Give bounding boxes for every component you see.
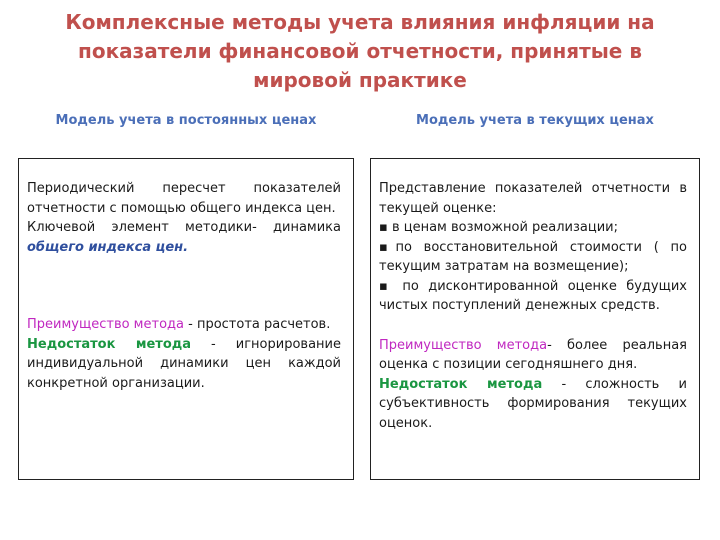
left-description: Периодический пересчет показателей отчетности с помощью общего индекса цен. — [27, 181, 341, 216]
left-advantage — [27, 315, 341, 335]
right-disadvantage-label: Недостаток метода — [379, 376, 543, 392]
left-disadvantage — [27, 335, 341, 394]
left-key-prefix: Ключевой элемент методики- динамика — [27, 220, 341, 235]
left-advantage-text: - простота расчетов. — [183, 317, 331, 332]
right-column-header: Модель учета в текущих ценах — [416, 113, 654, 128]
left-disadvantage-text: - игнорирование индивидуальной динамики цен каждой конкретной организации. — [27, 336, 341, 391]
right-bullet: ▪по восстановительной стоимости ( по текущим затратам на возмещение); — [379, 239, 687, 274]
right-disadvantage-text: - сложность и субъективность формирования текущих оценок. — [379, 376, 687, 431]
left-box-constant-prices — [18, 158, 354, 480]
right-intro: Представление показателей отчетности в текущей оценке: — [379, 181, 687, 216]
left-disadvantage-label: Недостаток метода — [27, 336, 192, 352]
right-box-current-prices — [370, 158, 700, 480]
slide-title: Комплексные методы учета влияния инфляции на показатели финансовой отчетности, принятые в мировой практике — [65, 10, 655, 92]
right-bullet: ▪ по дисконтированной оценке будущих чистых поступлений денежных средств. — [379, 278, 687, 313]
right-advantage-text: - более реальная оценка с позиции сегодняшнего дня. — [379, 337, 687, 372]
left-key-element — [27, 218, 341, 257]
right-advantage — [379, 336, 687, 375]
right-advantage-label: Преимущество метода — [379, 337, 548, 353]
left-advantage-label: Преимущество метода — [27, 317, 184, 332]
left-column-header: Модель учета в постоянных ценах — [55, 113, 317, 128]
left-key-emphasis: общего индекса цен. — [27, 239, 189, 255]
right-bullet: ▪ в ценам возможной реализации; — [379, 220, 619, 235]
right-disadvantage — [379, 375, 687, 434]
